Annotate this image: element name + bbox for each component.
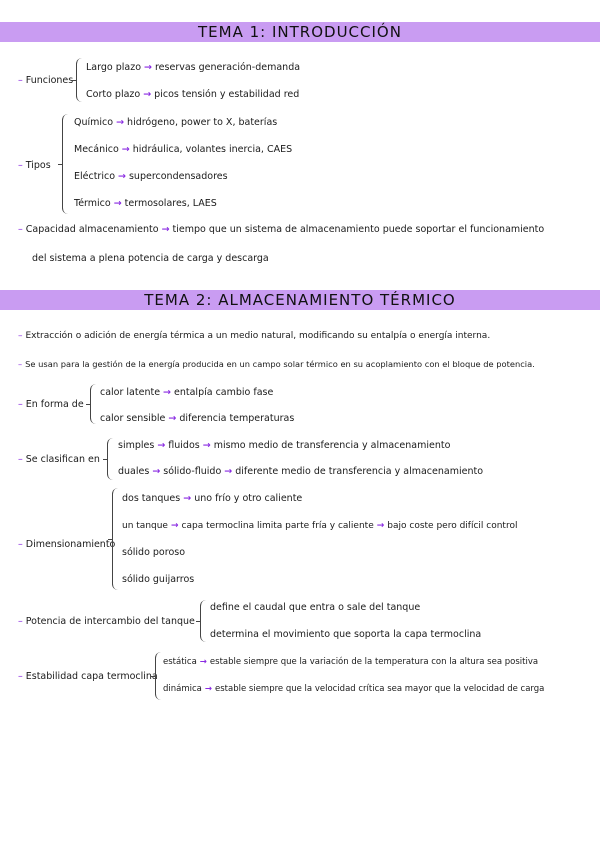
dimensionamiento-item-1: dos tanques → uno frío y otro caliente (122, 493, 303, 504)
tipos-item-3: Eléctrico → supercondensadores (74, 171, 228, 182)
tema1-title: TEMA 1: INTRODUCCIÓN (198, 23, 402, 41)
clasifican-label: – Se clasifican en (18, 454, 100, 465)
funciones-item-1: Largo plazo → reservas generación-demanda (86, 62, 301, 73)
tema2-line-2: – Se usan para la gestión de la energía producida en un campo solar térmico en su acoplamiento con el bloque de potencia. (18, 359, 535, 369)
dimensionamiento-item-2: un tanque → capa termoclina limita parte fría y caliente → bajo coste pero difícil control (122, 521, 518, 531)
dimensionamiento-item-3: sólido poroso (122, 547, 186, 558)
estabilidad-item-2: dinámica → estable siempre que la velocidad crítica sea mayor que la velocidad de carga (163, 684, 545, 694)
forma-brace (90, 384, 97, 424)
estabilidad-item-1: estática → estable siempre que la variación de la temperatura con la altura sea positiva (163, 657, 539, 667)
potencia-brace (200, 600, 207, 642)
tipos-label: – Tipos (18, 160, 51, 171)
forma-label: – En forma de (18, 399, 84, 410)
forma-item-2: calor sensible → diferencia temperaturas (100, 413, 295, 424)
clasifican-item-2: duales → sólido-fluido → diferente medio de transferencia y almacenamiento (118, 466, 484, 477)
dimensionamiento-brace (112, 488, 119, 590)
funciones-item-2: Corto plazo → picos tensión y estabilidad red (86, 89, 300, 100)
tema2-header (0, 290, 600, 310)
potencia-label: – Potencia de intercambio del tanque (18, 616, 195, 627)
potencia-item-2: determina el movimiento que soporta la capa termoclina (210, 629, 482, 640)
potencia-item-1: define el caudal que entra o sale del tanque (210, 602, 421, 613)
estabilidad-brace (155, 652, 162, 700)
funciones-label: – Funciones (18, 75, 74, 86)
funciones-brace (76, 58, 83, 102)
tipos-brace (62, 114, 69, 214)
tipos-item-1: Químico → hidrógeno, power to X, baterías (74, 117, 278, 128)
tema2-title: TEMA 2: ALMACENAMIENTO TÉRMICO (144, 291, 456, 309)
tema2-line-1: – Extracción o adición de energía térmica a un medio natural, modificando su entalpía o energía interna. (18, 331, 491, 341)
dimensionamiento-item-4: sólido guijarros (122, 574, 195, 585)
clasifican-brace (107, 438, 114, 480)
forma-item-1: calor latente → entalpía cambio fase (100, 387, 274, 398)
capacidad-line-1: – Capacidad almacenamiento → tiempo que un sistema de almacenamiento puede soportar el funcionamiento (18, 224, 545, 235)
tema1-header (0, 22, 600, 42)
estabilidad-label: – Estabilidad capa termoclina (18, 671, 158, 682)
dimensionamiento-label: – Dimensionamiento (18, 539, 116, 550)
tipos-item-2: Mecánico → hidráulica, volantes inercia, CAES (74, 144, 293, 155)
clasifican-item-1: simples → fluidos → mismo medio de transferencia y almacenamiento (118, 440, 451, 451)
tipos-item-4: Térmico → termosolares, LAES (74, 198, 217, 209)
capacidad-line-2: del sistema a plena potencia de carga y descarga (32, 253, 269, 264)
